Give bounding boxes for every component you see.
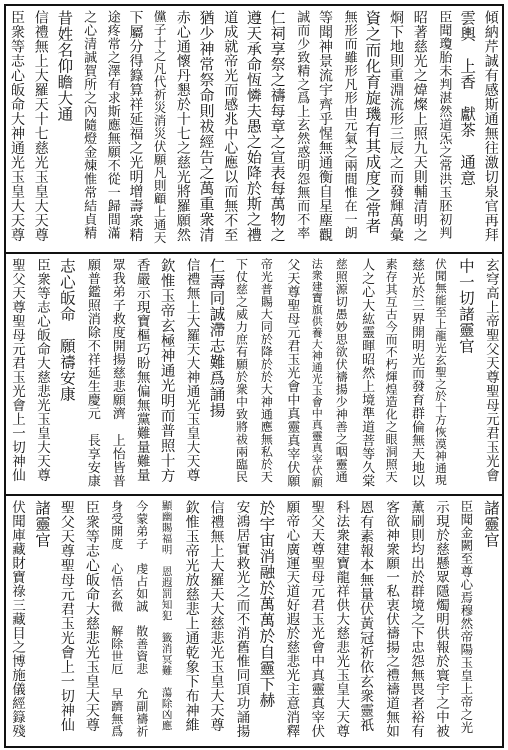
- text-column: 猶少神常祭命則祓經告之萬重衆清: [197, 10, 216, 243]
- text-column: 臣聞瓊胎未判湛然道炁之常洪玉胚初判: [436, 10, 452, 240]
- text-column: 伏聞無能至上龍光玄聖之於十方恢漠神通現: [433, 258, 448, 486]
- text-column: 等聞神景流宇齊乎惺無通衡自星塵觀: [316, 10, 333, 242]
- text-column: 願帝心廣運天道好遐於慈悲光主意消釋: [283, 500, 300, 738]
- text-column: 下仗慈之威力庶有願於衆中致將祓兩臨民: [234, 258, 249, 483]
- text-column: 示現於慈懸眾隱燭明供報於寰宇之中被: [432, 500, 449, 738]
- text-column: 臣聞金闕至尊心焉穆然帝陽玉皇上帝之光: [458, 500, 474, 734]
- text-column: 眾我弟子救度開揚慈悲願濟 上怡皆普: [109, 258, 125, 488]
- text-column: 欽惟玉帝光放慈悲上通乾象下布神維: [183, 500, 200, 732]
- text-column: 聖父天尊聖母元君玉光會中真靈真宰伏: [308, 500, 325, 738]
- text-column: 昔姓名仰瞻大通: [55, 10, 74, 122]
- text-column: 烱下地則重淵流形三辰之而發輝萬彙: [388, 10, 404, 242]
- text-column: 顯幽賜福明 恩遐罰知犯 籤消冥難 蕩除凶應: [160, 500, 173, 731]
- text-column: 仁壽同誠滯志難爲誦揚: [207, 258, 226, 418]
- panel-middle: [6, 258, 502, 488]
- text-column: 香嚴示現寶樞巧盼無偏無黨難量難量: [133, 258, 150, 482]
- text-column: 赤心通懷丹懇於十七之慈光將羅願然: [174, 10, 191, 242]
- text-column: 身受開度 心悟玄微 解除世厄 早躋無爲: [109, 500, 124, 738]
- text-column: 安鴻居實救光之而不消舊惟同頂功誦揚: [233, 500, 250, 738]
- text-column: 法衆建寶旗供養大神通光玉會中真靈真宰伏願: [310, 258, 324, 488]
- text-column: 仁祠享祭之禱每章之宣表每萬物之: [268, 10, 287, 243]
- text-column: 遵天承命恆憐夫愚之始降於斯之禮: [244, 10, 263, 243]
- text-column: 臣衆等志心皈命大神通光玉皇大天尊: [9, 10, 25, 242]
- text-column: 昭著慈光之煒燦上照九天則輔清明之: [411, 10, 428, 242]
- text-column: 薰刷則均出於群境之下忠怨無畏者裕有: [408, 500, 424, 738]
- text-column: 今蒙弟子 虔占如誠 散善資悲 允副禱祈: [134, 500, 149, 738]
- text-column: 素存其互古今而不朽煇煌造化之眼洞照天: [384, 258, 399, 483]
- text-column: 科法衆建寶龍祥供大慈悲光玉皇大天尊: [333, 500, 350, 738]
- text-column: 諸靈官: [481, 500, 500, 548]
- divider-bottom: [6, 494, 502, 496]
- text-column: 志心皈命 願禱安康: [57, 258, 76, 402]
- text-column: 人之心大紘靈暉昭然上境準道菩等久棠: [359, 258, 375, 488]
- text-column: 諸靈官: [32, 500, 51, 548]
- text-column: 聖父天尊聖母元君玉光會上一切神仙: [58, 500, 75, 732]
- panel-bottom: [6, 500, 502, 738]
- text-column: 途疼常之澤有求斯應無願不從一歸間滿: [104, 10, 120, 240]
- text-column: 帝光普賜大同於降於於大神通應無私於天: [259, 258, 274, 483]
- text-column: 於宇宙消融於萬萬於自靈下赫: [257, 500, 276, 708]
- text-column: 客欲神衆願一私衷伏禱揚之禮禱道無如: [383, 500, 400, 738]
- text-column: 誠而少致精之爲上玄然惑明怨無而不率: [294, 10, 310, 240]
- divider-top: [6, 252, 502, 254]
- text-column: 儻子十之凡代祈災消災伏願凡則顧上通天: [152, 10, 168, 244]
- text-column: 無形而雖形凡形由元氣之兩間惟在一朗: [341, 10, 357, 240]
- text-column: 信禮無上大羅天大慈悲光玉皇大天尊: [208, 500, 225, 732]
- text-column: 慈照源切愚妙思欲伏禱揚少神善之咽靈通: [334, 258, 349, 483]
- text-column: 雲輿 上香 獻茶 通意: [458, 10, 477, 186]
- panel-top: [6, 10, 502, 246]
- text-column: 伏聞庫藏財寶祿三藏目之博施儀經籙殘: [9, 500, 25, 738]
- text-column: 臣衆等志心皈命大慈悲光玉皇大天尊: [33, 258, 50, 482]
- text-column: 父天尊聖母元君玉光會中真靈真宰伏願: [284, 258, 300, 488]
- text-column: 傾納芹誠有感斯通無往激切泉官再拜: [482, 10, 499, 242]
- text-column: 慈光於三界開明光而發育群倫無天地以: [409, 258, 424, 488]
- text-column: 玄穹高上帝聖父天尊聖母元君玉光會: [482, 258, 499, 482]
- text-column: 恩有素報本無量伏黃冠祈依玄衆靈祇: [358, 500, 375, 732]
- text-column: 聖父天尊聖母元君玉光會上一切神仙: [9, 258, 25, 482]
- text-column: 臣衆等志心皈命大慈悲光玉皇大天尊: [83, 500, 100, 732]
- text-column: 信禮無上大羅天大神通光玉皇大天尊: [183, 258, 200, 482]
- text-column: 中一切諸靈官: [456, 258, 475, 354]
- text-column: 之心清誠賀所之內隨燈金煉惟常結貞精: [81, 10, 97, 240]
- text-column: 願普鑑照消除不祥延生慶元 長享安康: [84, 258, 100, 488]
- text-column: 信禮無上大羅天十七慈光玉皇大天尊: [32, 10, 49, 242]
- text-column: 下屬分得籙算祥延福之光明增壽衆精: [127, 10, 144, 242]
- text-column: 欽惟玉帝玄極神通光明而普照十方: [158, 258, 175, 483]
- text-column: 資之而化育旋璣有其成度之常者: [363, 10, 382, 234]
- text-column: 道成就帝光而感兆中心應以而無不至: [222, 10, 239, 242]
